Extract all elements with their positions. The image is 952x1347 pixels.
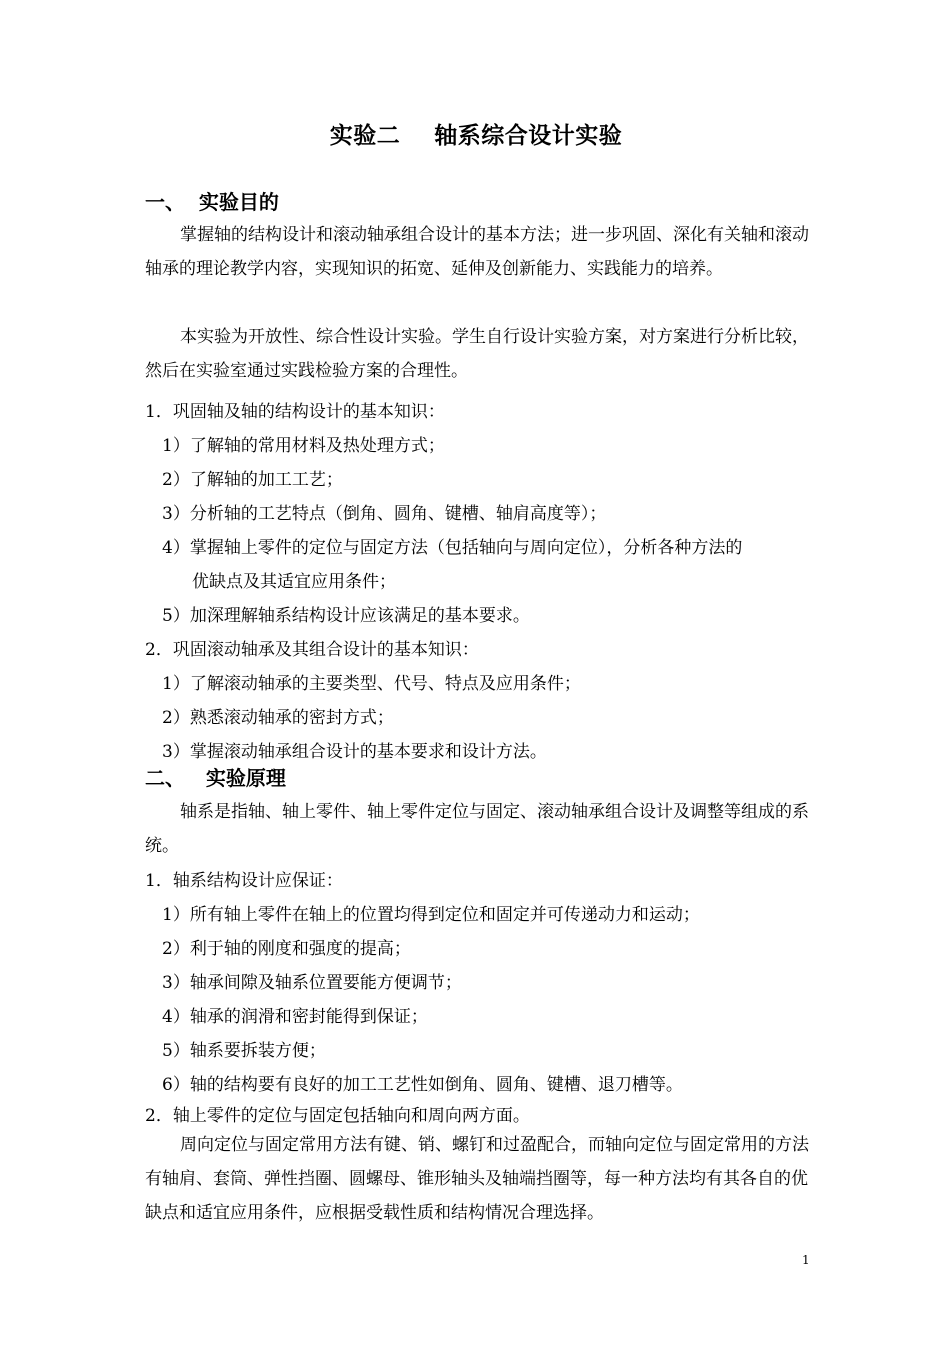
list-item-2: 2．轴上零件的定位与固定包括轴向和周向两方面。: [145, 1106, 530, 1126]
paragraph-positioning-methods: 周向定位与固定常用方法有键、销、螺钉和过盈配合，而轴向定位与固定常用的方法有轴肩、套筒、弹性挡圈、圆螺母、锥形轴头及轴端挡圈等，每一种方法均有其各自的优缺点和适宜应用条件，应根据受载性质和结构情况合理选择。: [145, 1135, 809, 1223]
sub-list-item: 5）加深理解轴系结构设计应该满足的基本要求。: [162, 606, 530, 626]
sub-list-item: 3）轴承间隙及轴系位置要能方便调节；: [162, 973, 462, 993]
section-heading-1: 一、 实验目的: [145, 190, 279, 214]
sub-list-item: 2）了解轴的加工工艺；: [162, 470, 343, 490]
list-item-2: 2．巩固滚动轴承及其组合设计的基本知识：: [145, 640, 479, 660]
sub-list-item: 1）了解滚动轴承的主要类型、代号、特点及应用条件；: [162, 674, 581, 694]
paragraph-purpose: 掌握轴的结构设计和滚动轴承组合设计的基本方法；进一步巩固、深化有关轴和滚动轴承的理论教学内容，实现知识的拓宽、延伸及创新能力、实践能力的培养。: [145, 225, 809, 279]
paragraph-open-experiment: 本实验为开放性、综合性设计实验。学生自行设计实验方案，对方案进行分析比较，然后在实验室通过实践检验方案的合理性。: [145, 327, 809, 381]
sub-list-item: 4）轴承的润滑和密封能得到保证；: [162, 1007, 428, 1027]
sub-list-item: 3）掌握滚动轴承组合设计的基本要求和设计方法。: [162, 742, 547, 762]
sub-list-item: 6）轴的结构要有良好的加工工艺性如倒角、圆角、键槽、退刀槽等。: [162, 1075, 683, 1095]
list-item-1: 1．巩固轴及轴的结构设计的基本知识：: [145, 402, 445, 422]
sub-list-item: 5）轴系要拆装方便；: [162, 1041, 326, 1061]
list-item-1: 1．轴系结构设计应保证：: [145, 871, 343, 891]
page-number: 1: [802, 1253, 810, 1267]
section-heading-2: 二、 实验原理: [145, 766, 286, 790]
sub-list-item: 2）熟悉滚动轴承的密封方式；: [162, 708, 394, 728]
sub-list-item: 3）分析轴的工艺特点（倒角、圆角、键槽、轴肩高度等）；: [162, 504, 607, 524]
sub-list-item: 1）了解轴的常用材料及热处理方式；: [162, 436, 445, 456]
paragraph-shaft-system: 轴系是指轴、轴上零件、轴上零件定位与固定、滚动轴承组合设计及调整等组成的系统。: [145, 802, 809, 856]
sub-list-item: 2）利于轴的刚度和强度的提高；: [162, 939, 411, 959]
sub-list-item: 1）所有轴上零件在轴上的位置均得到定位和固定并可传递动力和运动；: [162, 905, 700, 925]
sub-list-item-continuation: 优缺点及其适宜应用条件；: [192, 572, 396, 592]
sub-list-item: 4）掌握轴上零件的定位与固定方法（包括轴向与周向定位），分析各种方法的: [162, 538, 743, 558]
page-title: 实验二 轴系综合设计实验: [329, 122, 623, 149]
